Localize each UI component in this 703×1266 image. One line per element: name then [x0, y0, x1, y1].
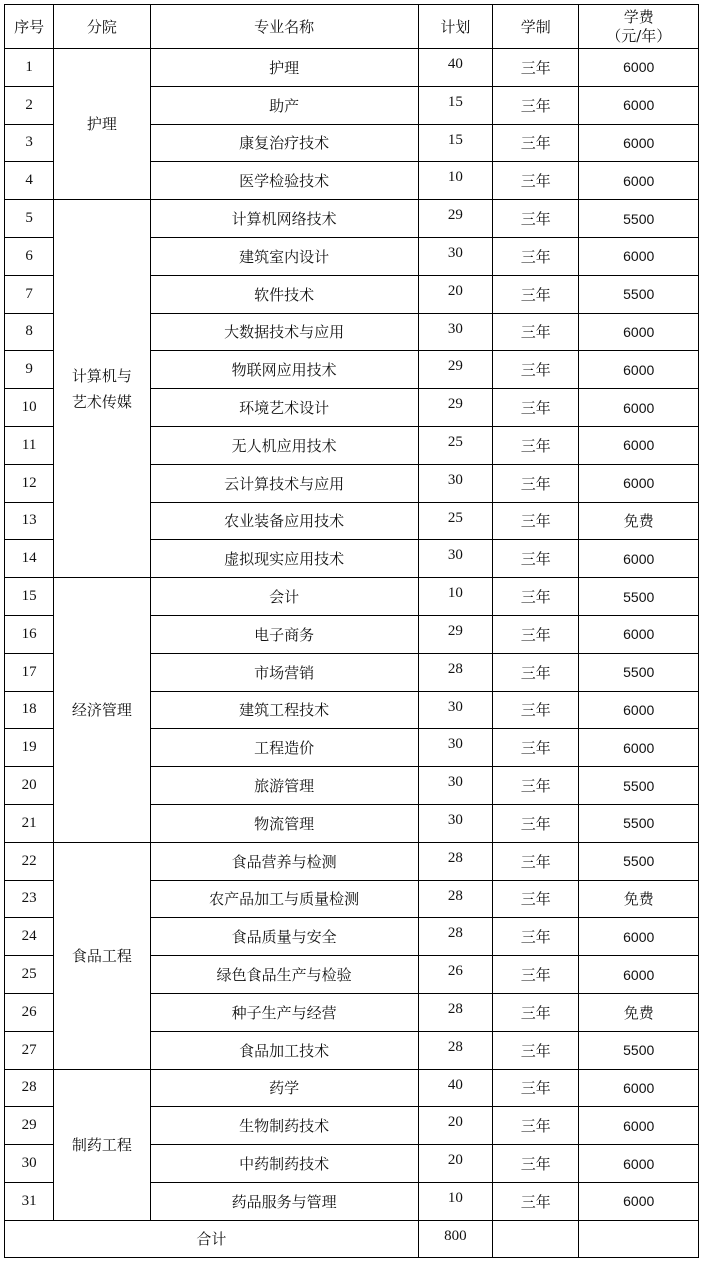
row-no: 31: [5, 1182, 54, 1220]
major-name: 电子商务: [150, 615, 418, 653]
table-row: [5, 200, 699, 238]
plan-count: 30: [418, 691, 492, 729]
study-length: 三年: [493, 804, 579, 842]
study-length: 三年: [493, 49, 579, 87]
study-length: 三年: [493, 691, 579, 729]
row-no: 14: [5, 540, 54, 578]
department-name: [54, 49, 150, 200]
study-length: 三年: [493, 993, 579, 1031]
row-no: 29: [5, 1107, 54, 1145]
study-length: 三年: [493, 426, 579, 464]
plan-count: 25: [418, 426, 492, 464]
row-no: 12: [5, 464, 54, 502]
study-length: 三年: [493, 124, 579, 162]
header-row: [5, 5, 699, 49]
study-length: 三年: [493, 464, 579, 502]
total-empty-fee: [579, 1220, 699, 1257]
study-length: 三年: [493, 237, 579, 275]
major-name: 绿色食品生产与检验: [150, 956, 418, 994]
study-length: 三年: [493, 162, 579, 200]
study-length: 三年: [493, 502, 579, 540]
row-no: 3: [5, 124, 54, 162]
plan-count: 30: [418, 464, 492, 502]
plan-count: 30: [418, 767, 492, 805]
plan-count: 29: [418, 389, 492, 427]
major-name: 环境艺术设计: [150, 389, 418, 427]
major-name: 虚拟现实应用技术: [150, 540, 418, 578]
major-name: 建筑室内设计: [150, 237, 418, 275]
plan-count: 10: [418, 162, 492, 200]
plan-count: 28: [418, 1031, 492, 1069]
plan-count: 26: [418, 956, 492, 994]
tuition-fee: 5500: [579, 1031, 699, 1069]
row-no: 1: [5, 49, 54, 87]
study-length: 三年: [493, 1107, 579, 1145]
plan-count: 20: [418, 1107, 492, 1145]
tuition-fee: 5500: [579, 653, 699, 691]
tuition-fee: 6000: [579, 313, 699, 351]
major-name: 生物制药技术: [150, 1107, 418, 1145]
header-fee-line1: 学费: [623, 7, 654, 26]
table-row: [5, 578, 699, 616]
major-name: 护理: [150, 49, 418, 87]
tuition-fee: 5500: [579, 842, 699, 880]
row-no: 15: [5, 578, 54, 616]
tuition-fee: 6000: [579, 1145, 699, 1183]
tuition-fee: 6000: [579, 729, 699, 767]
plan-count: 10: [418, 578, 492, 616]
tuition-fee: 6000: [579, 49, 699, 87]
plan-count: 28: [418, 993, 492, 1031]
department-name-line: 护理: [86, 115, 117, 134]
major-name: 计算机网络技术: [150, 200, 418, 238]
enrollment-plan-table: [4, 4, 699, 1258]
major-name: 中药制药技术: [150, 1145, 418, 1183]
row-no: 22: [5, 842, 54, 880]
plan-count: 29: [418, 351, 492, 389]
major-name: 旅游管理: [150, 767, 418, 805]
tuition-fee: 6000: [579, 237, 699, 275]
row-no: 30: [5, 1145, 54, 1183]
row-no: 11: [5, 426, 54, 464]
tuition-fee: 6000: [579, 1107, 699, 1145]
tuition-fee: 6000: [579, 1182, 699, 1220]
header-major: 专业名称: [150, 5, 418, 49]
major-name: 食品质量与安全: [150, 918, 418, 956]
department-name-line: 食品工程: [71, 946, 132, 965]
tuition-fee: 6000: [579, 691, 699, 729]
tuition-fee: 6000: [579, 540, 699, 578]
tuition-fee: 5500: [579, 578, 699, 616]
department-name: [54, 842, 150, 1069]
department-name: [54, 1069, 150, 1220]
tuition-fee: 5500: [579, 767, 699, 805]
major-name: 建筑工程技术: [150, 691, 418, 729]
major-name: 食品营养与检测: [150, 842, 418, 880]
plan-count: 20: [418, 1145, 492, 1183]
tuition-fee: 5500: [579, 200, 699, 238]
row-no: 4: [5, 162, 54, 200]
plan-count: 15: [418, 124, 492, 162]
row-no: 20: [5, 767, 54, 805]
plan-count: 29: [418, 615, 492, 653]
plan-count: 30: [418, 313, 492, 351]
tuition-fee: 6000: [579, 426, 699, 464]
major-name: 市场营销: [150, 653, 418, 691]
plan-count: 10: [418, 1182, 492, 1220]
study-length: 三年: [493, 956, 579, 994]
plan-count: 29: [418, 200, 492, 238]
header-fee: [579, 5, 699, 49]
row-no: 2: [5, 86, 54, 124]
tuition-fee: 6000: [579, 1069, 699, 1107]
study-length: 三年: [493, 86, 579, 124]
plan-count: 28: [418, 880, 492, 918]
row-no: 19: [5, 729, 54, 767]
table-body: [5, 49, 699, 1221]
row-no: 7: [5, 275, 54, 313]
row-no: 17: [5, 653, 54, 691]
major-name: 物联网应用技术: [150, 351, 418, 389]
department-name: [54, 200, 150, 578]
department-name-line: 制药工程: [71, 1135, 132, 1154]
tuition-fee: 6000: [579, 615, 699, 653]
plan-count: 25: [418, 502, 492, 540]
table-row: [5, 49, 699, 87]
header-no: 序号: [5, 5, 54, 49]
tuition-fee: 6000: [579, 162, 699, 200]
study-length: 三年: [493, 351, 579, 389]
major-name: 药学: [150, 1069, 418, 1107]
study-length: 三年: [493, 200, 579, 238]
plan-count: 28: [418, 842, 492, 880]
major-name: 助产: [150, 86, 418, 124]
row-no: 21: [5, 804, 54, 842]
major-name: 大数据技术与应用: [150, 313, 418, 351]
header-dept: 分院: [54, 5, 150, 49]
row-no: 5: [5, 200, 54, 238]
major-name: 工程造价: [150, 729, 418, 767]
tuition-fee: 6000: [579, 389, 699, 427]
study-length: 三年: [493, 767, 579, 805]
row-no: 28: [5, 1069, 54, 1107]
study-length: 三年: [493, 275, 579, 313]
study-length: 三年: [493, 389, 579, 427]
study-length: 三年: [493, 729, 579, 767]
plan-count: 40: [418, 49, 492, 87]
total-row: [5, 1220, 699, 1257]
study-length: 三年: [493, 615, 579, 653]
tuition-fee: 6000: [579, 124, 699, 162]
major-name: 种子生产与经营: [150, 993, 418, 1031]
tuition-fee: 6000: [579, 351, 699, 389]
major-name: 药品服务与管理: [150, 1182, 418, 1220]
study-length: 三年: [493, 653, 579, 691]
tuition-fee: 6000: [579, 956, 699, 994]
major-name: 农产品加工与质量检测: [150, 880, 418, 918]
tuition-fee: 6000: [579, 86, 699, 124]
major-name: 食品加工技术: [150, 1031, 418, 1069]
header-fee-line2: （元/年）: [606, 26, 672, 45]
table-row: [5, 842, 699, 880]
plan-count: 40: [418, 1069, 492, 1107]
plan-count: 15: [418, 86, 492, 124]
major-name: 农业装备应用技术: [150, 502, 418, 540]
row-no: 8: [5, 313, 54, 351]
table-row: [5, 1069, 699, 1107]
row-no: 6: [5, 237, 54, 275]
department-name-line: 计算机与: [71, 366, 132, 385]
plan-count: 30: [418, 237, 492, 275]
plan-count: 28: [418, 918, 492, 956]
header-plan: 计划: [418, 5, 492, 49]
study-length: 三年: [493, 540, 579, 578]
study-length: 三年: [493, 1145, 579, 1183]
study-length: 三年: [493, 578, 579, 616]
tuition-fee: 免费: [579, 880, 699, 918]
tuition-fee: 6000: [579, 918, 699, 956]
row-no: 23: [5, 880, 54, 918]
total-plan: 800: [418, 1220, 492, 1257]
study-length: 三年: [493, 1182, 579, 1220]
row-no: 26: [5, 993, 54, 1031]
study-length: 三年: [493, 1031, 579, 1069]
plan-count: 28: [418, 653, 492, 691]
total-label: 合计: [5, 1220, 419, 1257]
study-length: 三年: [493, 842, 579, 880]
study-length: 三年: [493, 918, 579, 956]
plan-count: 30: [418, 540, 492, 578]
row-no: 16: [5, 615, 54, 653]
major-name: 医学检验技术: [150, 162, 418, 200]
tuition-fee: 6000: [579, 464, 699, 502]
row-no: 9: [5, 351, 54, 389]
tuition-fee: 免费: [579, 993, 699, 1031]
row-no: 24: [5, 918, 54, 956]
major-name: 软件技术: [150, 275, 418, 313]
tuition-fee: 5500: [579, 275, 699, 313]
department-name-line: 经济管理: [71, 700, 132, 719]
row-no: 10: [5, 389, 54, 427]
major-name: 物流管理: [150, 804, 418, 842]
row-no: 27: [5, 1031, 54, 1069]
row-no: 18: [5, 691, 54, 729]
department-name-line: 艺术传媒: [71, 392, 132, 411]
header-length: 学制: [493, 5, 579, 49]
row-no: 25: [5, 956, 54, 994]
tuition-fee: 5500: [579, 804, 699, 842]
total-empty-length: [493, 1220, 579, 1257]
study-length: 三年: [493, 880, 579, 918]
row-no: 13: [5, 502, 54, 540]
tuition-fee: 免费: [579, 502, 699, 540]
plan-count: 30: [418, 729, 492, 767]
major-name: 无人机应用技术: [150, 426, 418, 464]
major-name: 云计算技术与应用: [150, 464, 418, 502]
department-name: [54, 578, 150, 843]
plan-count: 20: [418, 275, 492, 313]
major-name: 会计: [150, 578, 418, 616]
major-name: 康复治疗技术: [150, 124, 418, 162]
plan-count: 30: [418, 804, 492, 842]
study-length: 三年: [493, 1069, 579, 1107]
study-length: 三年: [493, 313, 579, 351]
